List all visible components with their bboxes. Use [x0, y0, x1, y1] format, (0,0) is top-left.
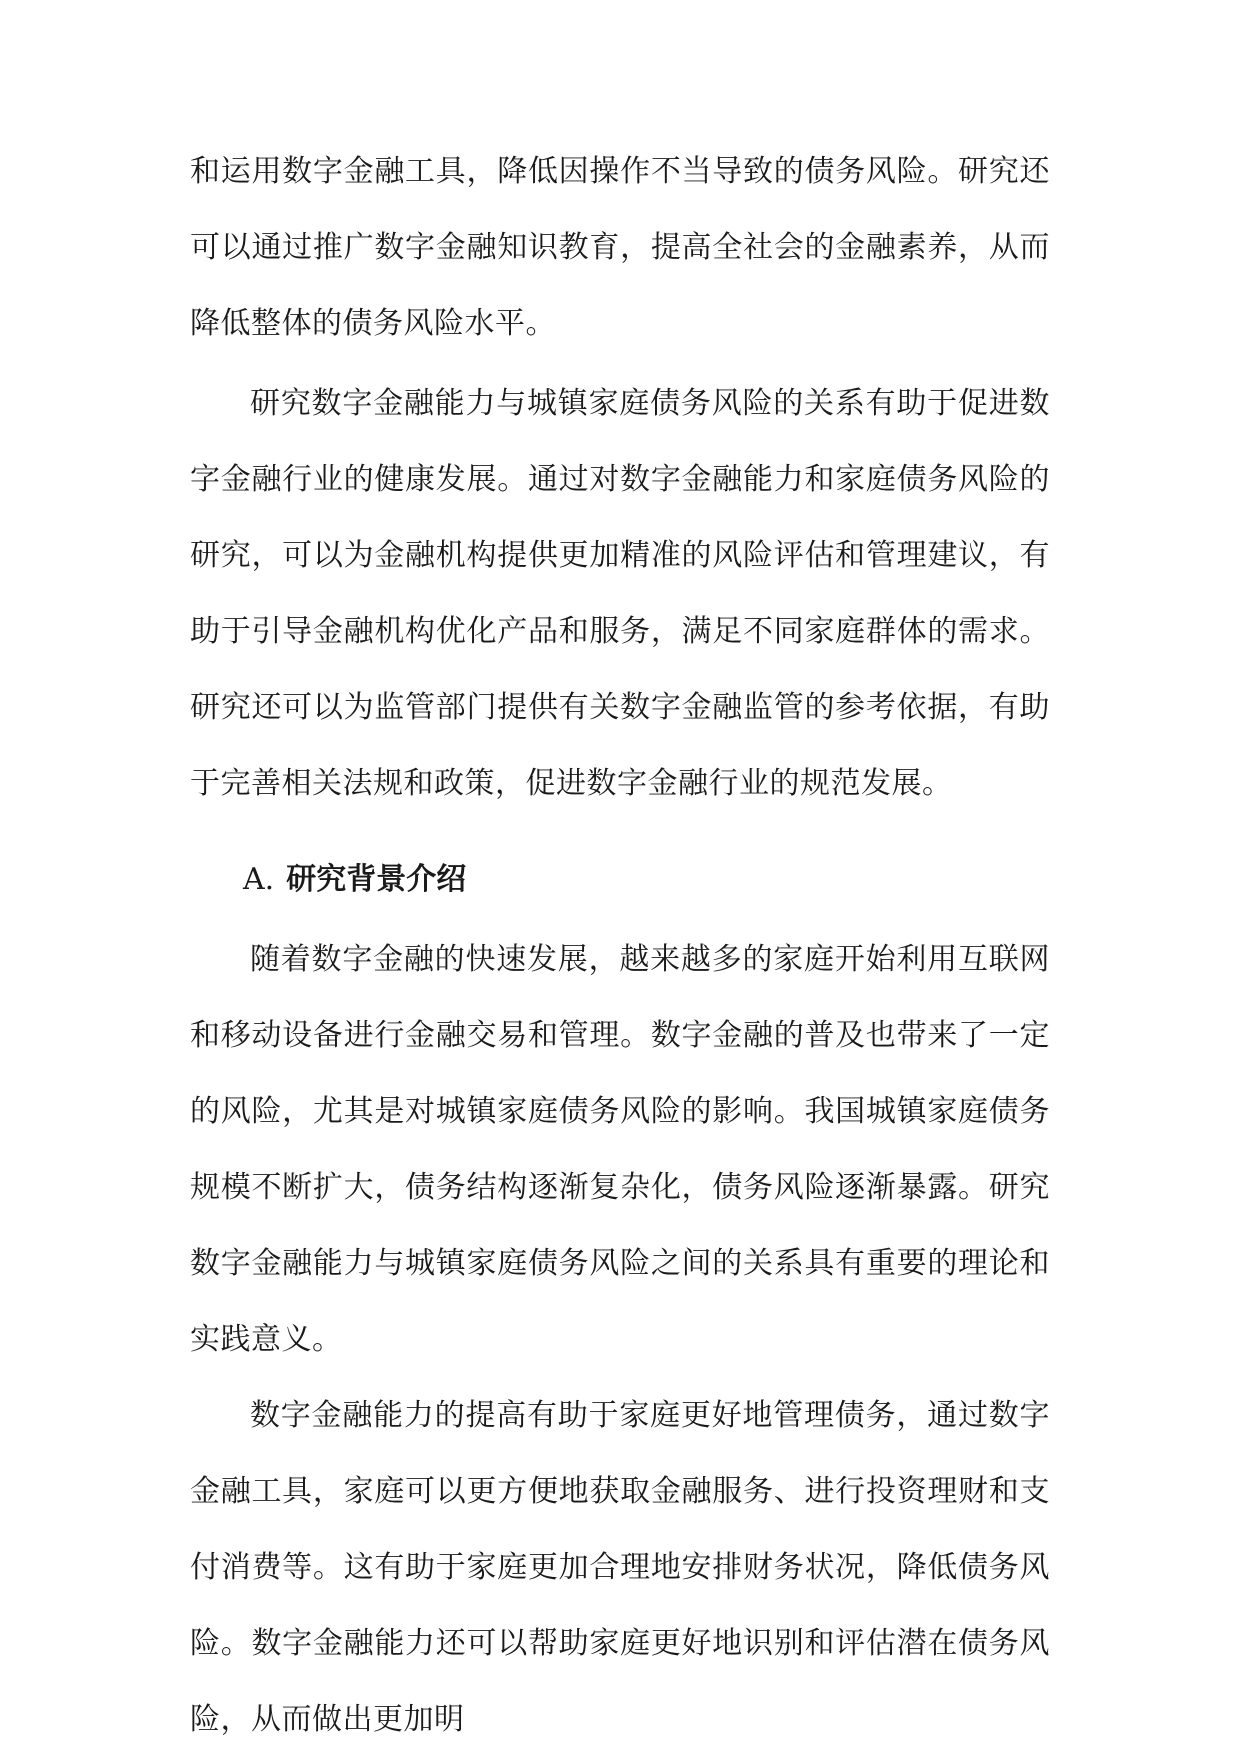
paragraph-capability: 数字金融能力的提高有助于家庭更好地管理债务，通过数字金融工具，家庭可以更方便地获取金融服务、进行投资理财和支付消费等。这有助于家庭更加合理地安排财务状况，降低债务风险。数字金融能力还可以帮助家庭更好地识别和评估潜在债务风险，从而做出更加明 — [190, 1398, 1050, 1737]
section-label: A. — [243, 862, 275, 897]
section-title: 研究背景介绍 — [286, 862, 467, 897]
section-heading — [190, 838, 1050, 922]
paragraph-background: 随着数字金融的快速发展，越来越多的家庭开始利用互联网和移动设备进行金融交易和管理。数字金融的普及也带来了一定的风险，尤其是对城镇家庭债务风险的影响。我国城镇家庭债务规模不断扩大，债务结构逐渐复杂化，债务风险逐渐暴露。研究数字金融能力与城镇家庭债务风险之间的关系具有重要的理论和实践意义。 — [190, 942, 1050, 1357]
paragraph-significance: 研究数字金融能力与城镇家庭债务风险的关系有助于促进数字金融行业的健康发展。通过对数字金融能力和家庭债务风险的研究，可以为金融机构提供更加精准的风险评估和管理建议，有助于引导金融机构优化产品和服务，满足不同家庭群体的需求。研究还可以为监管部门提供有关数字金融监管的参考依据，有助于完善相关法规和政策，促进数字金融行业的规范发展。 — [190, 386, 1050, 801]
paragraph-continuation: 和运用数字金融工具，降低因操作不当导致的债务风险。研究还可以通过推广数字金融知识教育，提高全社会的金融素养，从而降低整体的债务风险水平。 — [190, 154, 1050, 341]
document-body — [190, 134, 1050, 1758]
